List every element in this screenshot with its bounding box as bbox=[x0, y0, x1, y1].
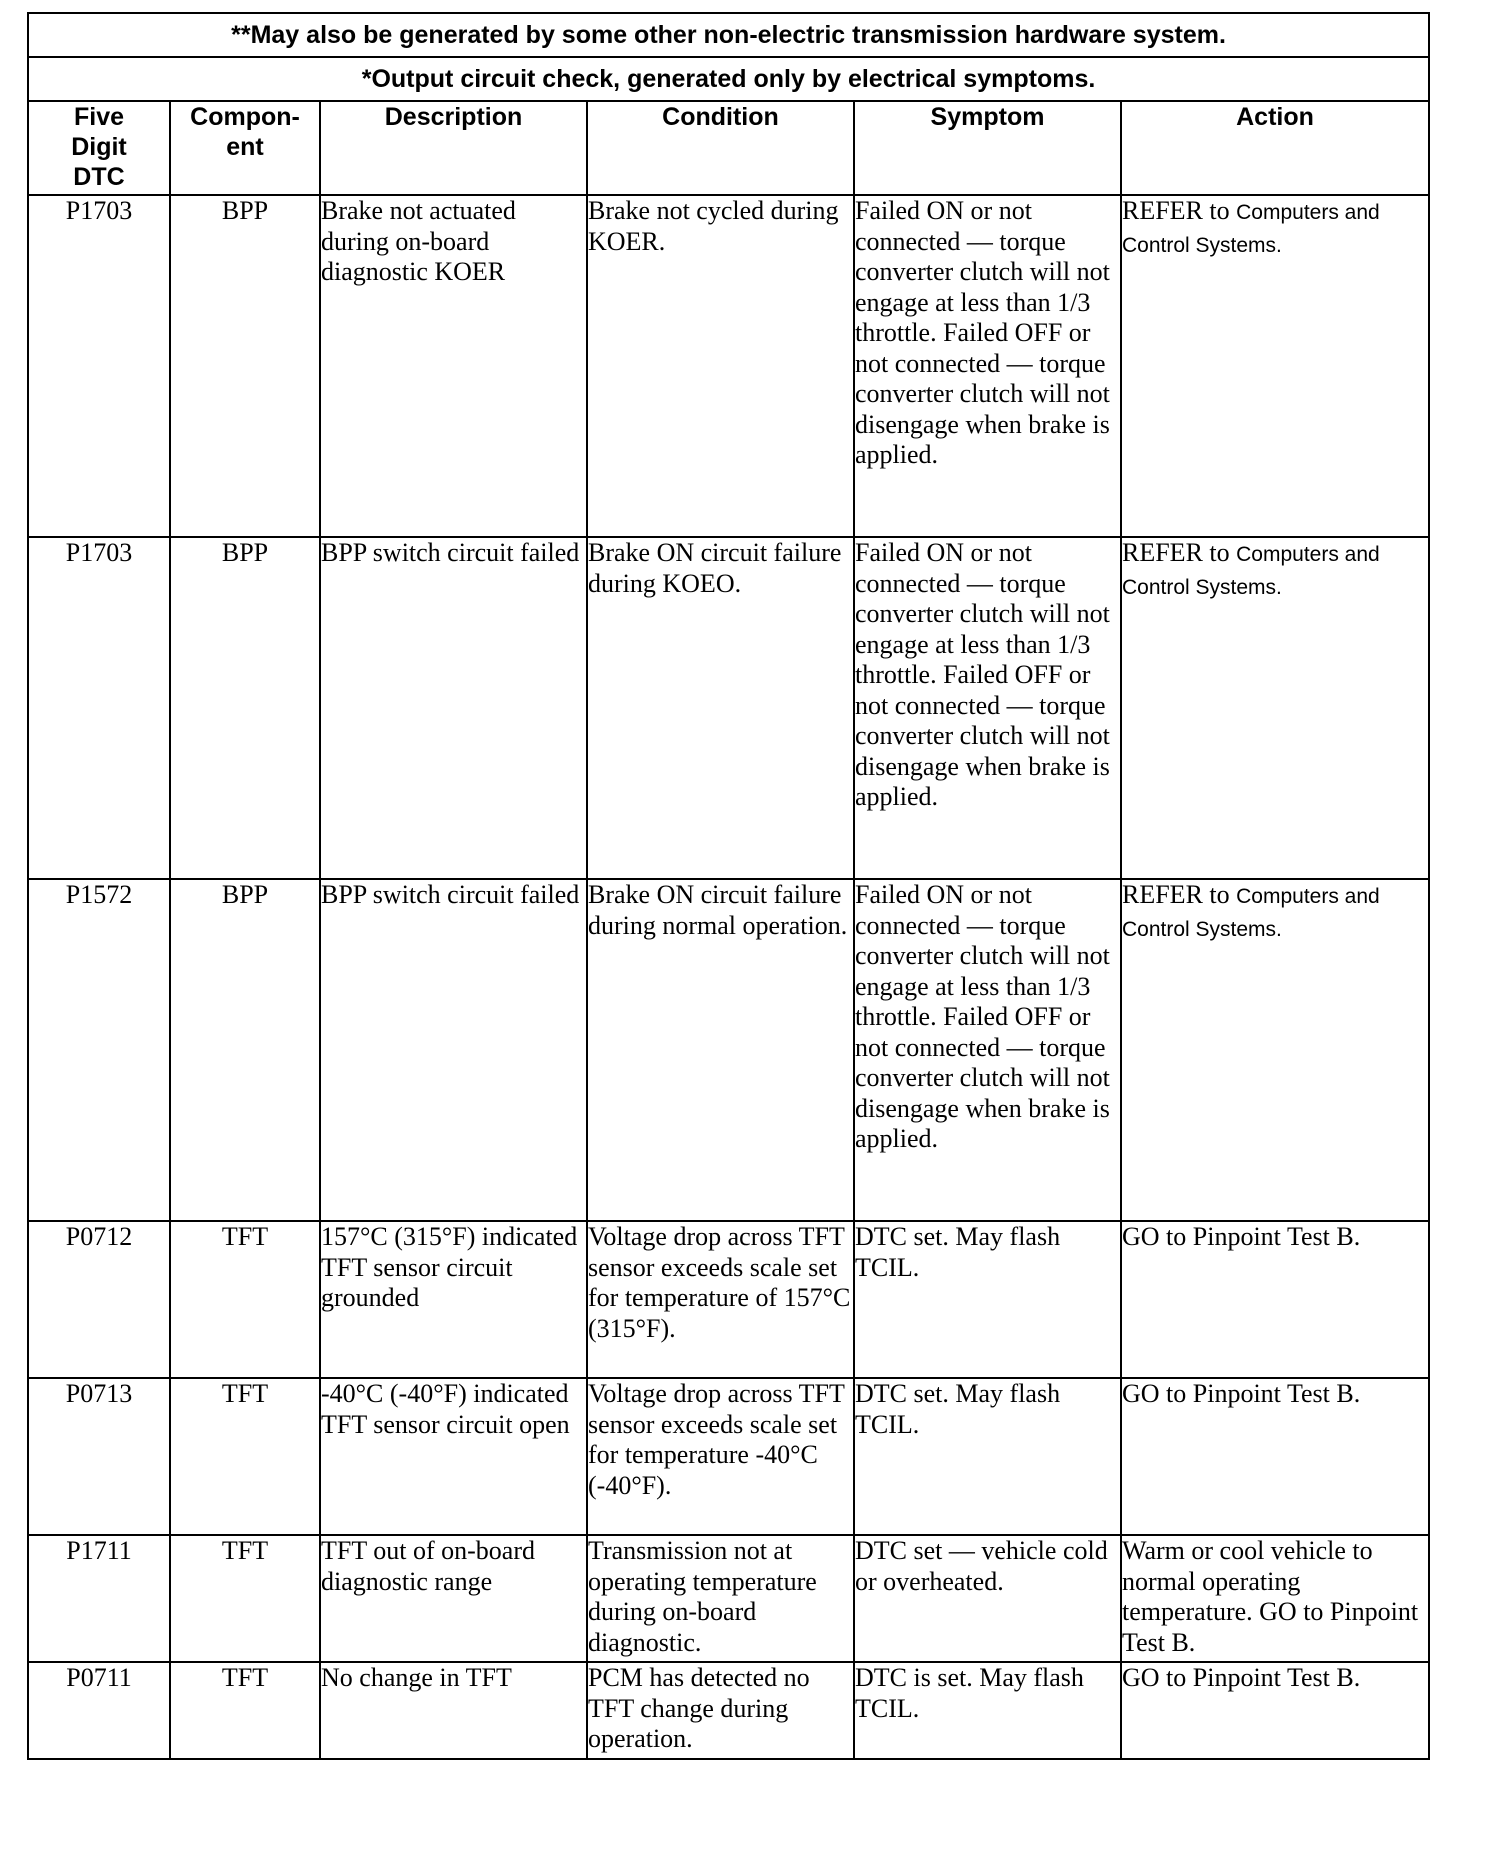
symptom: Failed ON or not connected — torque converter clutch will not engage at less than 1/3 throttle. Failed OFF or not connected — torque converter clutch will not disengage when brake is applied. bbox=[854, 537, 1121, 879]
dtc-code: P0713 bbox=[28, 1378, 170, 1535]
dtc-table bbox=[27, 12, 1430, 1760]
table-row bbox=[28, 1662, 1429, 1759]
symptom: DTC set — vehicle cold or overheated. bbox=[854, 1535, 1121, 1662]
header-symptom: Symptom bbox=[854, 101, 1121, 195]
description: No change in TFT bbox=[320, 1662, 587, 1759]
header-dtc-line2: Digit bbox=[71, 133, 127, 161]
component: BPP bbox=[170, 879, 320, 1221]
table-row bbox=[28, 1221, 1429, 1378]
action: Warm or cool vehicle to normal operating temperature. GO to Pinpoint Test B. bbox=[1121, 1535, 1429, 1662]
description: Brake not actuated during on-board diagnostic KOER bbox=[320, 195, 587, 537]
description: BPP switch circuit failed bbox=[320, 537, 587, 879]
description: 157°C (315°F) indicated TFT sensor circuit grounded bbox=[320, 1221, 587, 1378]
header-component-line1: Compon- bbox=[190, 103, 300, 131]
description: -40°C (-40°F) indicated TFT sensor circuit open bbox=[320, 1378, 587, 1535]
header-row bbox=[28, 101, 1429, 195]
condition: Brake not cycled during KOER. bbox=[587, 195, 854, 537]
action bbox=[1121, 879, 1429, 1221]
dtc-code: P0711 bbox=[28, 1662, 170, 1759]
condition: Voltage drop across TFT sensor exceeds scale set for temperature of 157°C (315°F). bbox=[587, 1221, 854, 1378]
table-row bbox=[28, 537, 1429, 879]
symptom: Failed ON or not connected — torque converter clutch will not engage at less than 1/3 throttle. Failed OFF or not connected — torque converter clutch will not disengage when brake is applied. bbox=[854, 195, 1121, 537]
action: GO to Pinpoint Test B. bbox=[1121, 1378, 1429, 1535]
action-prefix: REFER to bbox=[1122, 196, 1230, 225]
dtc-code: P0712 bbox=[28, 1221, 170, 1378]
banner-note-double: **May also be generated by some other non-electric transmission hardware system. bbox=[28, 13, 1429, 57]
component: TFT bbox=[170, 1662, 320, 1759]
table-row bbox=[28, 1535, 1429, 1662]
table-row bbox=[28, 195, 1429, 537]
component: TFT bbox=[170, 1535, 320, 1662]
component: TFT bbox=[170, 1378, 320, 1535]
action: GO to Pinpoint Test B. bbox=[1121, 1662, 1429, 1759]
dtc-code: P1711 bbox=[28, 1535, 170, 1662]
table-row bbox=[28, 1378, 1429, 1535]
header-dtc-line3: DTC bbox=[73, 163, 125, 191]
condition: PCM has detected no TFT change during operation. bbox=[587, 1662, 854, 1759]
action bbox=[1121, 537, 1429, 879]
symptom: DTC set. May flash TCIL. bbox=[854, 1378, 1121, 1535]
header-description: Description bbox=[320, 101, 587, 195]
header-action: Action bbox=[1121, 101, 1429, 195]
banner-row bbox=[28, 57, 1429, 101]
header-component bbox=[170, 101, 320, 195]
table-row bbox=[28, 879, 1429, 1221]
header-component-line2: ent bbox=[226, 133, 264, 161]
header-dtc bbox=[28, 101, 170, 195]
header-condition: Condition bbox=[587, 101, 854, 195]
action-reference-link[interactable]: Computers and Control Systems. bbox=[1122, 201, 1380, 257]
component: BPP bbox=[170, 195, 320, 537]
action-prefix: REFER to bbox=[1122, 880, 1230, 909]
action: GO to Pinpoint Test B. bbox=[1121, 1221, 1429, 1378]
condition: Transmission not at operating temperature during on-board diagnostic. bbox=[587, 1535, 854, 1662]
component: BPP bbox=[170, 537, 320, 879]
condition: Brake ON circuit failure during KOEO. bbox=[587, 537, 854, 879]
action-reference-link[interactable]: Computers and Control Systems. bbox=[1122, 543, 1380, 599]
symptom: Failed ON or not connected — torque converter clutch will not engage at less than 1/3 throttle. Failed OFF or not connected — torque converter clutch will not disengage when brake is applied. bbox=[854, 879, 1121, 1221]
component: TFT bbox=[170, 1221, 320, 1378]
description: BPP switch circuit failed bbox=[320, 879, 587, 1221]
action-reference-link[interactable]: Computers and Control Systems. bbox=[1122, 885, 1380, 941]
action-prefix: REFER to bbox=[1122, 538, 1230, 567]
condition: Brake ON circuit failure during normal operation. bbox=[587, 879, 854, 1221]
dtc-code: P1703 bbox=[28, 537, 170, 879]
action bbox=[1121, 195, 1429, 537]
symptom: DTC set. May flash TCIL. bbox=[854, 1221, 1121, 1378]
dtc-code: P1703 bbox=[28, 195, 170, 537]
banner-note-single: *Output circuit check, generated only by electrical symptoms. bbox=[28, 57, 1429, 101]
header-dtc-line1: Five bbox=[73, 103, 125, 131]
dtc-code: P1572 bbox=[28, 879, 170, 1221]
description: TFT out of on-board diagnostic range bbox=[320, 1535, 587, 1662]
condition: Voltage drop across TFT sensor exceeds scale set for temperature -40°C (-40°F). bbox=[587, 1378, 854, 1535]
banner-row bbox=[28, 13, 1429, 57]
symptom: DTC is set. May flash TCIL. bbox=[854, 1662, 1121, 1759]
